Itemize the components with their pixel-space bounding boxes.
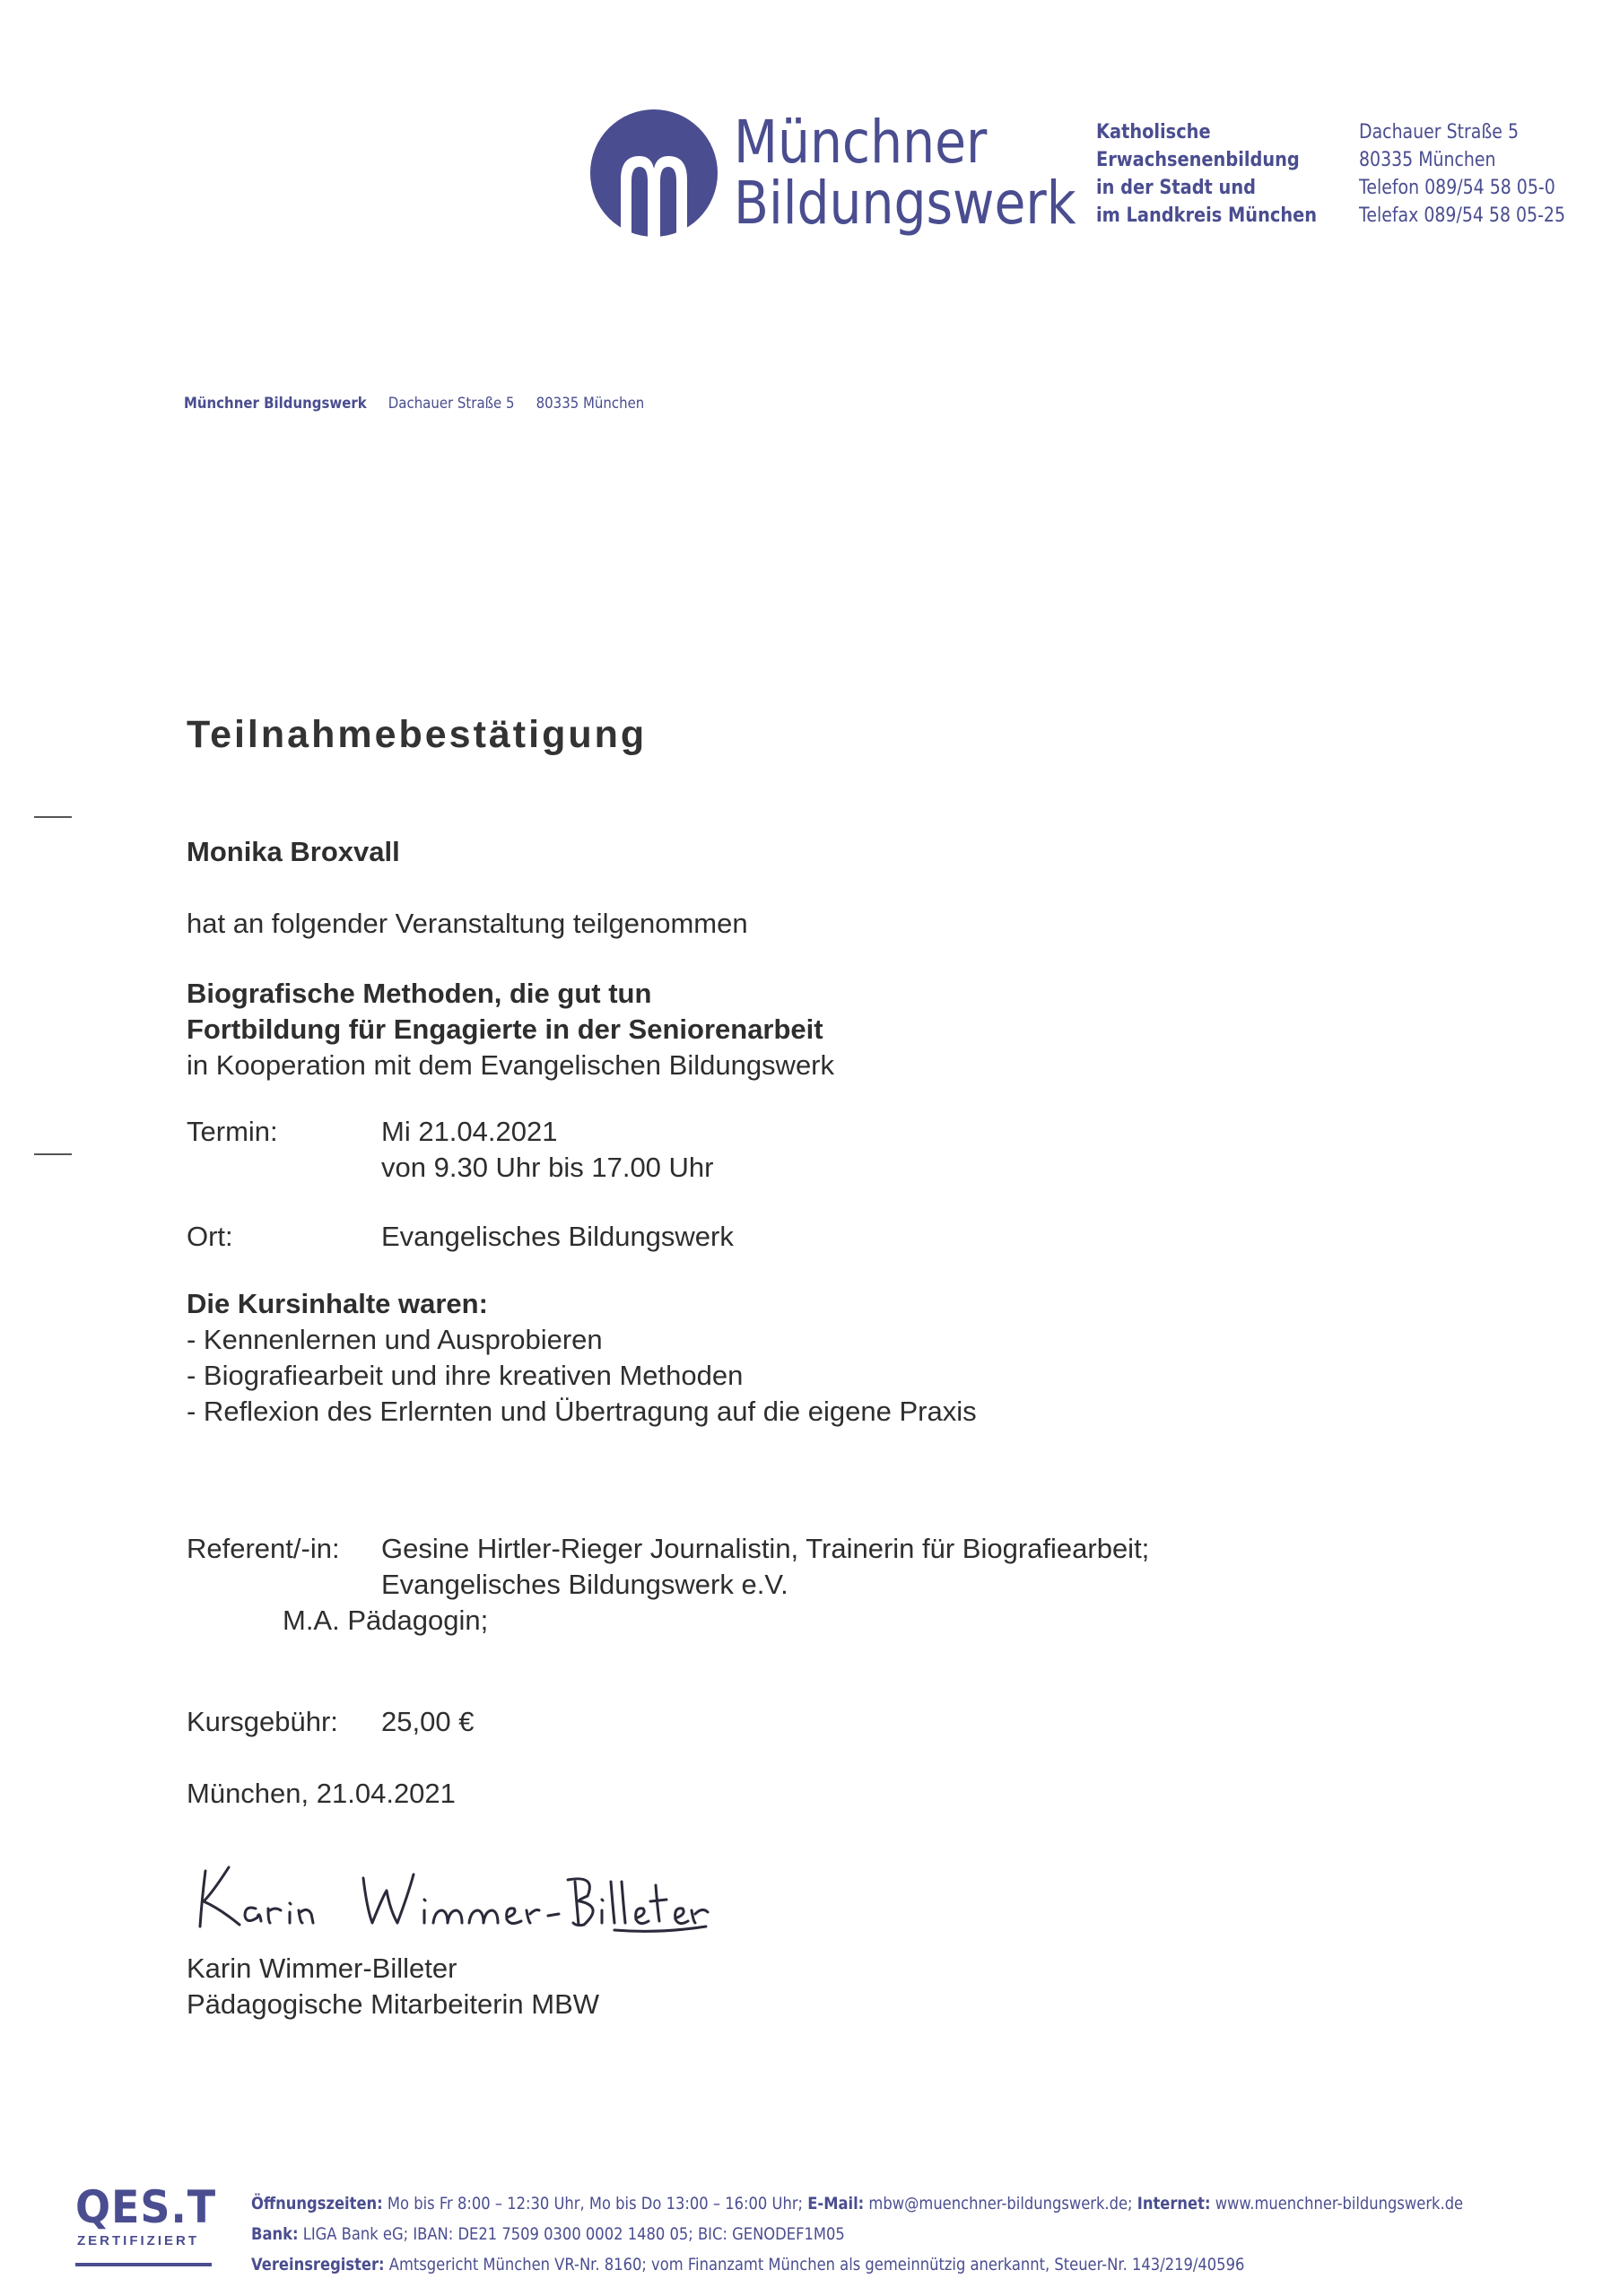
register-value: Amtsgericht München VR-Nr. 8160; vom Finanzamt München als gemeinnützig anerkannt, Steuer-Nr. 143/219/40596 xyxy=(388,2255,1245,2274)
place-date: München, 21.04.2021 xyxy=(187,1778,456,1809)
address-line: Telefax 089/54 58 05-25 xyxy=(1359,204,1565,227)
bank-value: LIGA Bank eG; IBAN: DE21 7509 0300 0002 1480 05; BIC: GENODEF1M05 xyxy=(302,2224,845,2244)
hours-label: Öffnungszeiten: xyxy=(251,2194,383,2213)
referent-line: Evangelisches Bildungswerk e.V. xyxy=(381,1569,788,1600)
footer-line-hours xyxy=(251,2188,1463,2219)
register-label: Vereinsregister: xyxy=(251,2255,385,2274)
qest-underline xyxy=(75,2263,212,2266)
return-name: Münchner Bildungswerk xyxy=(184,395,367,413)
org-line: Katholische xyxy=(1096,121,1211,144)
address-line: Telefon 089/54 58 05-0 xyxy=(1359,177,1555,199)
website-link[interactable]: www.muenchner-bildungswerk.de xyxy=(1215,2194,1464,2213)
bank-label: Bank: xyxy=(251,2224,299,2244)
handwritten-signature xyxy=(193,1855,713,1935)
termin-time: von 9.30 Uhr bis 17.00 Uhr xyxy=(381,1152,714,1183)
brand-line-2: Bildungswerk xyxy=(734,169,1076,238)
brand-line-1: Münchner xyxy=(734,108,988,177)
fee-label: Kursgebühr: xyxy=(187,1706,338,1737)
termin-label: Termin: xyxy=(187,1116,278,1147)
address-line: 80335 München xyxy=(1359,149,1496,171)
course-block xyxy=(187,976,834,1083)
return-city: 80335 München xyxy=(536,395,645,413)
org-line: Erwachsenenbildung xyxy=(1096,149,1300,171)
address-block xyxy=(1359,118,1565,230)
course-note: in Kooperation mit dem Evangelischen Bildungswerk xyxy=(187,1049,835,1081)
document-title: Teilnahmebestätigung xyxy=(187,713,648,756)
referent-label: Referent/-in: xyxy=(187,1533,340,1564)
list-item: - Reflexion des Erlernten und Übertragung auf die eigene Praxis xyxy=(187,1396,977,1427)
email-link[interactable]: mbw@muenchner-bildungswerk.de; xyxy=(868,2194,1133,2213)
signer-role: Pädagogische Mitarbeiterin MBW xyxy=(187,1988,600,2020)
signer-name: Karin Wimmer-Billeter xyxy=(187,1952,457,1984)
footer-line-bank xyxy=(251,2219,1463,2249)
termin-value xyxy=(381,1114,714,1186)
return-address xyxy=(184,395,662,413)
organization-block xyxy=(1096,118,1317,230)
intro-text: hat an folgender Veranstaltung teilgenommen xyxy=(187,908,748,939)
course-subtitle: Fortbildung für Engagierte in der Seniorenarbeit xyxy=(187,1013,823,1045)
termin-date: Mi 21.04.2021 xyxy=(381,1116,558,1147)
return-street: Dachauer Straße 5 xyxy=(388,395,515,413)
referent-value xyxy=(381,1531,1149,1603)
mbw-logo-icon xyxy=(590,109,718,237)
course-contents xyxy=(187,1286,977,1430)
participant-name: Monika Broxvall xyxy=(187,836,400,867)
org-line: im Landkreis München xyxy=(1096,204,1318,227)
ort-label: Ort: xyxy=(187,1221,233,1252)
referent-line: M.A. Pädagogin; xyxy=(283,1605,489,1636)
email-label: E-Mail: xyxy=(807,2194,865,2213)
fee-value: 25,00 € xyxy=(381,1706,475,1737)
fold-mark xyxy=(34,1153,72,1155)
address-line: Dachauer Straße 5 xyxy=(1359,121,1519,144)
referent-line: Gesine Hirtler-Rieger Journalistin, Trainerin für Biografiearbeit; xyxy=(381,1533,1150,1564)
fold-mark xyxy=(34,816,72,818)
qest-logo: QES.T xyxy=(75,2181,217,2233)
internet-label: Internet: xyxy=(1137,2194,1211,2213)
list-item: - Kennenlernen und Ausprobieren xyxy=(187,1324,603,1355)
footer-line-register xyxy=(251,2249,1463,2280)
qest-certified-label: ZERTIFIZIERT xyxy=(77,2233,199,2248)
org-line: in der Stadt und xyxy=(1096,177,1256,199)
brand-name xyxy=(734,108,1076,238)
footer-info xyxy=(251,2188,1463,2280)
list-item: - Biografiearbeit und ihre kreativen Methoden xyxy=(187,1360,744,1391)
ort-value: Evangelisches Bildungswerk xyxy=(381,1221,734,1252)
course-title: Biografische Methoden, die gut tun xyxy=(187,978,652,1009)
signer-block xyxy=(187,1951,599,2022)
hours-value: Mo bis Fr 8:00 – 12:30 Uhr, Mo bis Do 13:00 – 16:00 Uhr; xyxy=(387,2194,804,2213)
contents-heading: Die Kursinhalte waren: xyxy=(187,1288,488,1319)
